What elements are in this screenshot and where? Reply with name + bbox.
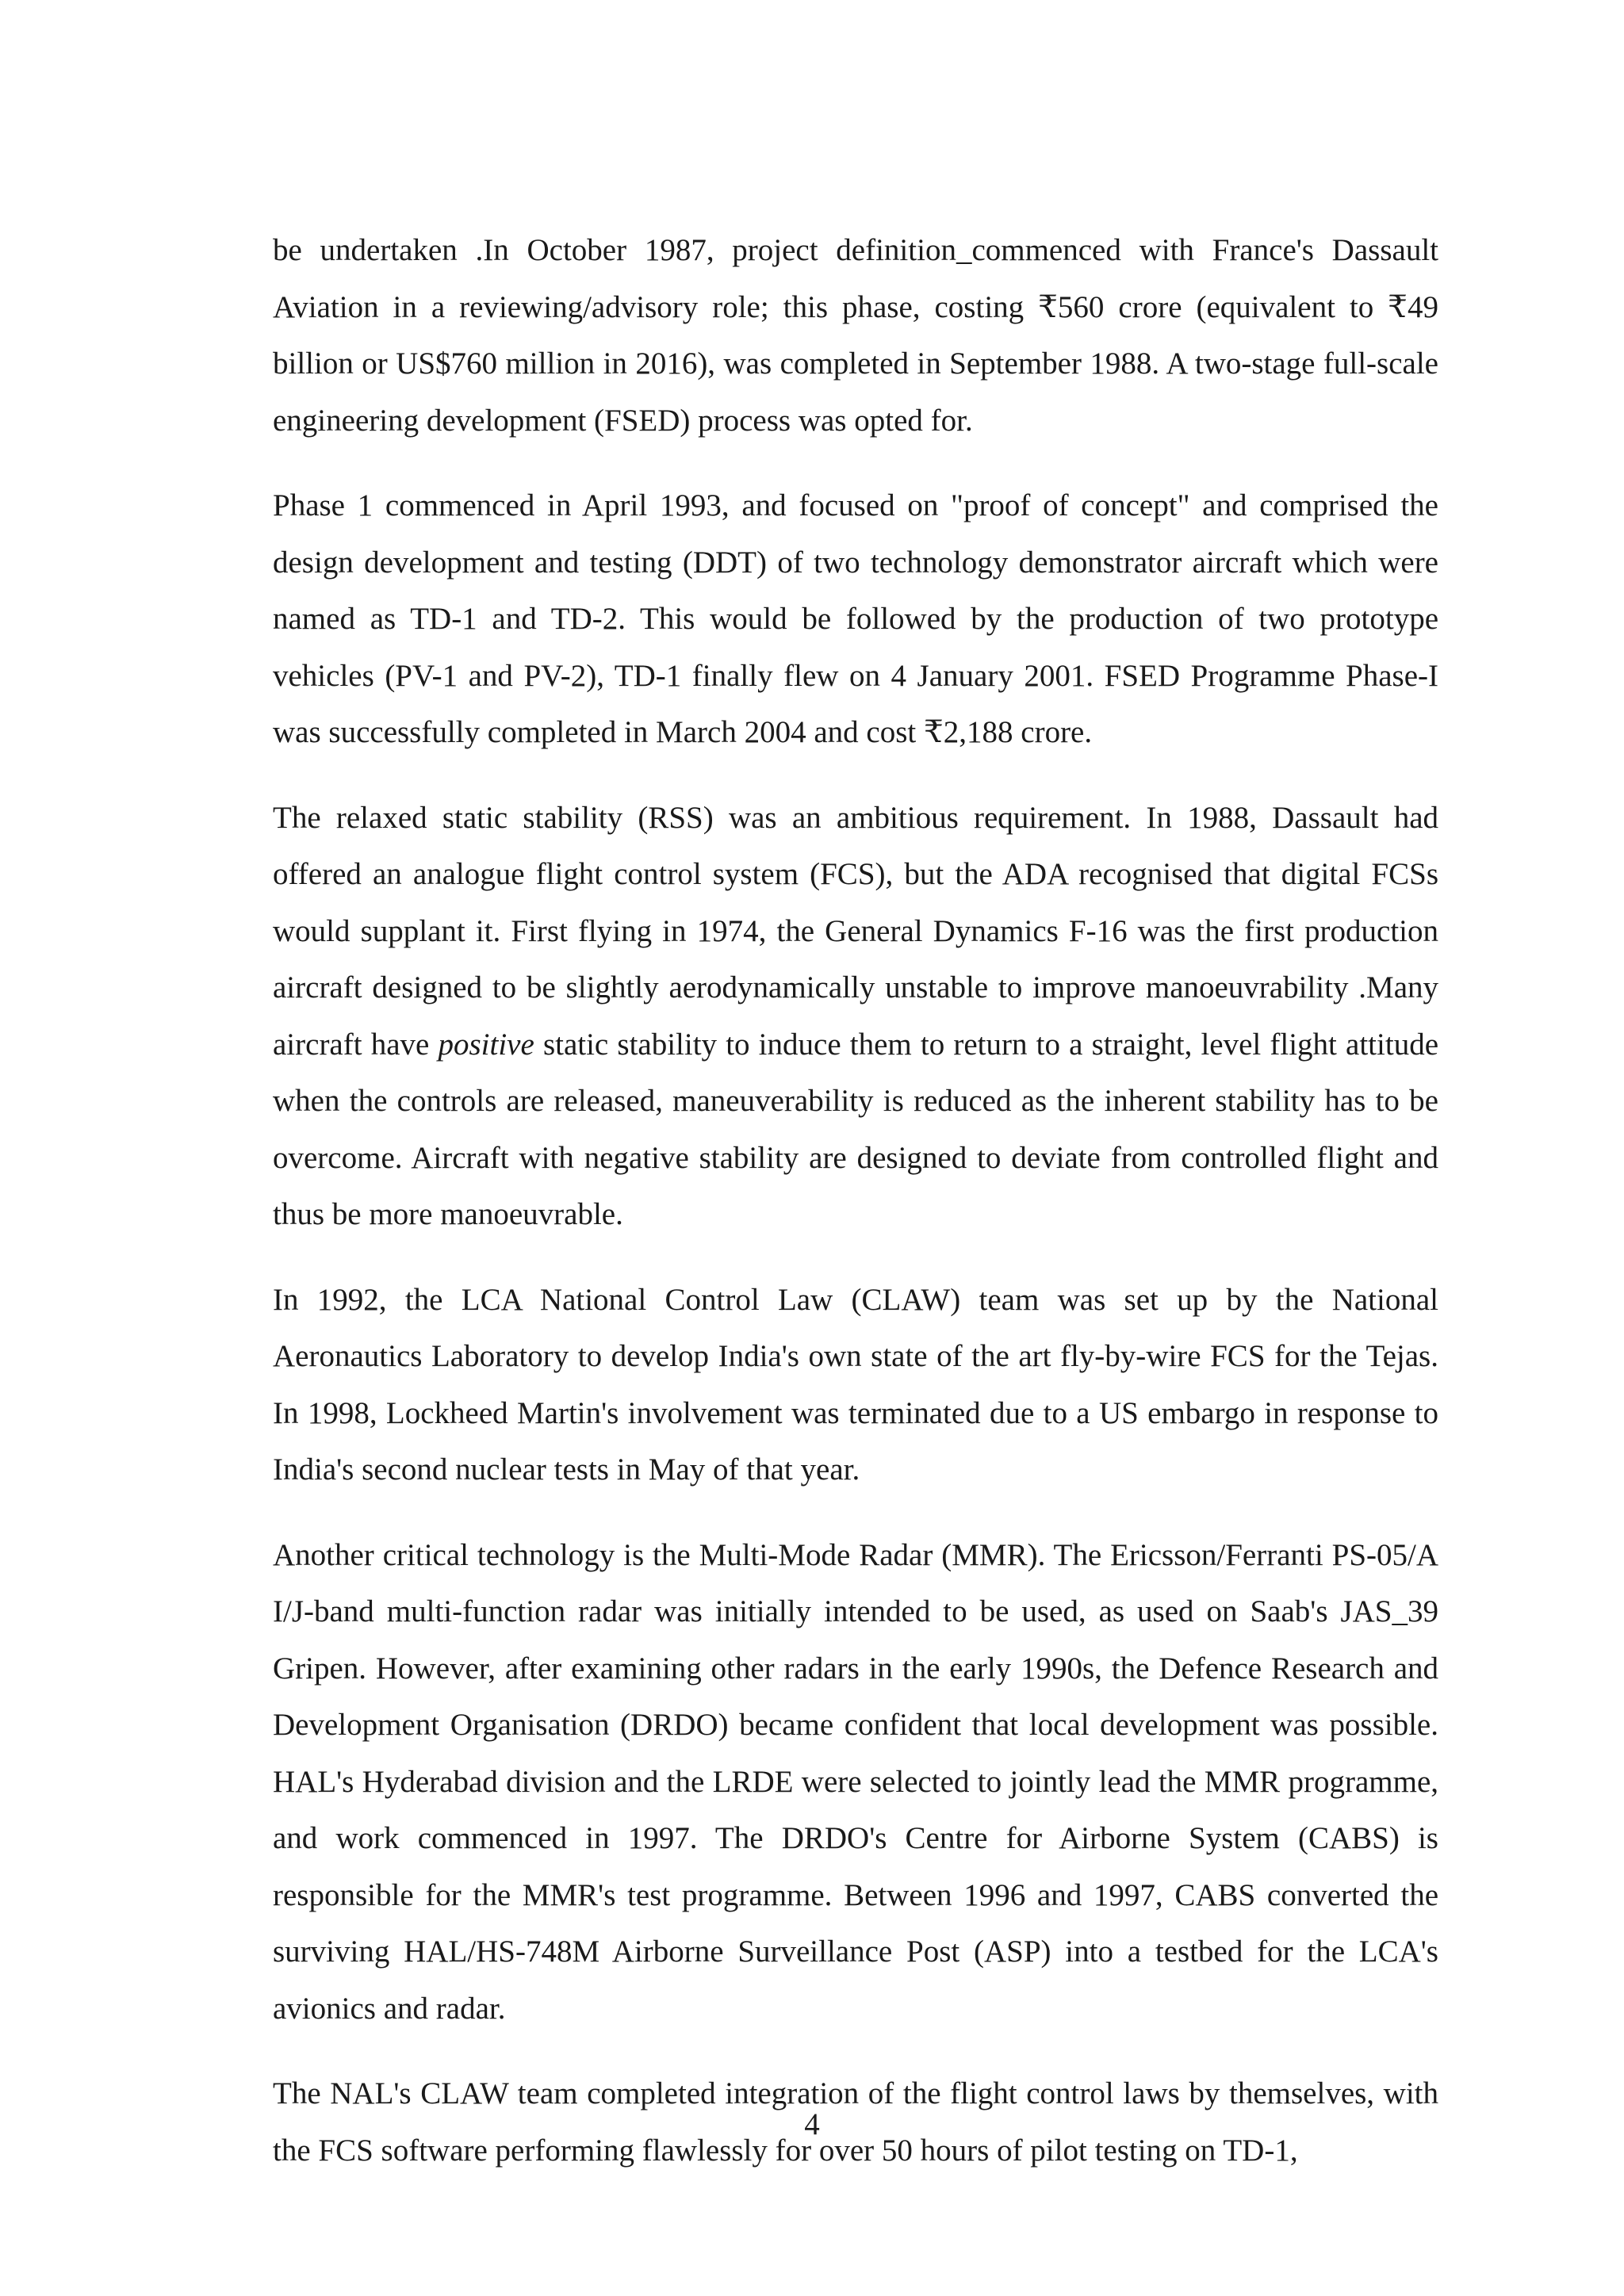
paragraph-project-definition: be undertaken .In October 1987, project definition_commenced with France's Dassault Aviation in a reviewing/advisory role; this phase, costing ₹560 crore (equivalent to ₹49 billion or US$760 million in 2016), was completed in September 1988. A two-stage full-scale engineering development (FSED) process was opted for. bbox=[273, 233, 1438, 438]
paragraph-text-before: The relaxed static stability (RSS) was an ambitious requirement. In 1988, Dassault had offered an analogue flight control system (FCS), but the ADA recognised that digital FCSs would supplant it. First flying in 1974, the General Dynamics F-16 was the first production aircraft designed to be slightly aerodynamically unstable to improve manoeuvrability .Many aircraft have bbox=[273, 800, 1438, 1062]
paragraph-phase-1: Phase 1 commenced in April 1993, and focused on "proof of concept" and comprised the design development and testing (DDT) of two technology demonstrator aircraft which were named as TD-1 and TD-2. This would be followed by the production of two prototype vehicles (PV-1 and PV-2), TD-1 finally flew on 4 January 2001. FSED Programme Phase-I was successfully completed in March 2004 and cost ₹2,188 crore. bbox=[273, 488, 1438, 749]
paragraph-claw-team: In 1992, the LCA National Control Law (CLAW) team was set up by the National Aeronautics Laboratory to develop India's own state of the art fly-by-wire FCS for the Tejas. In 1998, Lockheed Martin's involvement was terminated due to a US embargo in response to India's second nuclear tests in May of that year. bbox=[273, 1282, 1438, 1487]
paragraph-text-after: static stability to induce them to return to a straight, level flight attitude when the controls are released, maneuverability is reduced as the inherent stability has to be overcome. Aircraft with negative stability are designed to deviate from controlled flight and thus be more manoeuvrable. bbox=[273, 1027, 1438, 1231]
paragraph-multi-mode-radar: Another critical technology is the Multi-Mode Radar (MMR). The Ericsson/Ferranti PS-05/A I/J-band multi-function radar was initially intended to be used, as used on Saab's JAS_39 Gripen. However, after examining other radars in the early 1990s, the Defence Research and Development Organisation (DRDO) became confident that local development was possible. HAL's Hyderabad division and the LRDE were selected to jointly lead the MMR programme, and work commenced in 1997. The DRDO's Centre for Airborne System (CABS) is responsible for the MMR's test programme. Between 1996 and 1997, CABS converted the surviving HAL/HS-748M Airborne Surveillance Post (ASP) into a testbed for the LCA's avionics and radar. bbox=[273, 1537, 1438, 2026]
paragraph-nal-claw-integration: The NAL's CLAW team completed integration of the flight control laws by themselves, with the FCS software performing flawlessly for over 50 hours of pilot testing on TD-1, bbox=[273, 2076, 1438, 2168]
paragraph-relaxed-static-stability bbox=[273, 790, 1438, 1243]
emphasis-positive: positive bbox=[438, 1027, 534, 1062]
document-page bbox=[273, 222, 1438, 2207]
page-number: 4 bbox=[804, 2107, 820, 2141]
